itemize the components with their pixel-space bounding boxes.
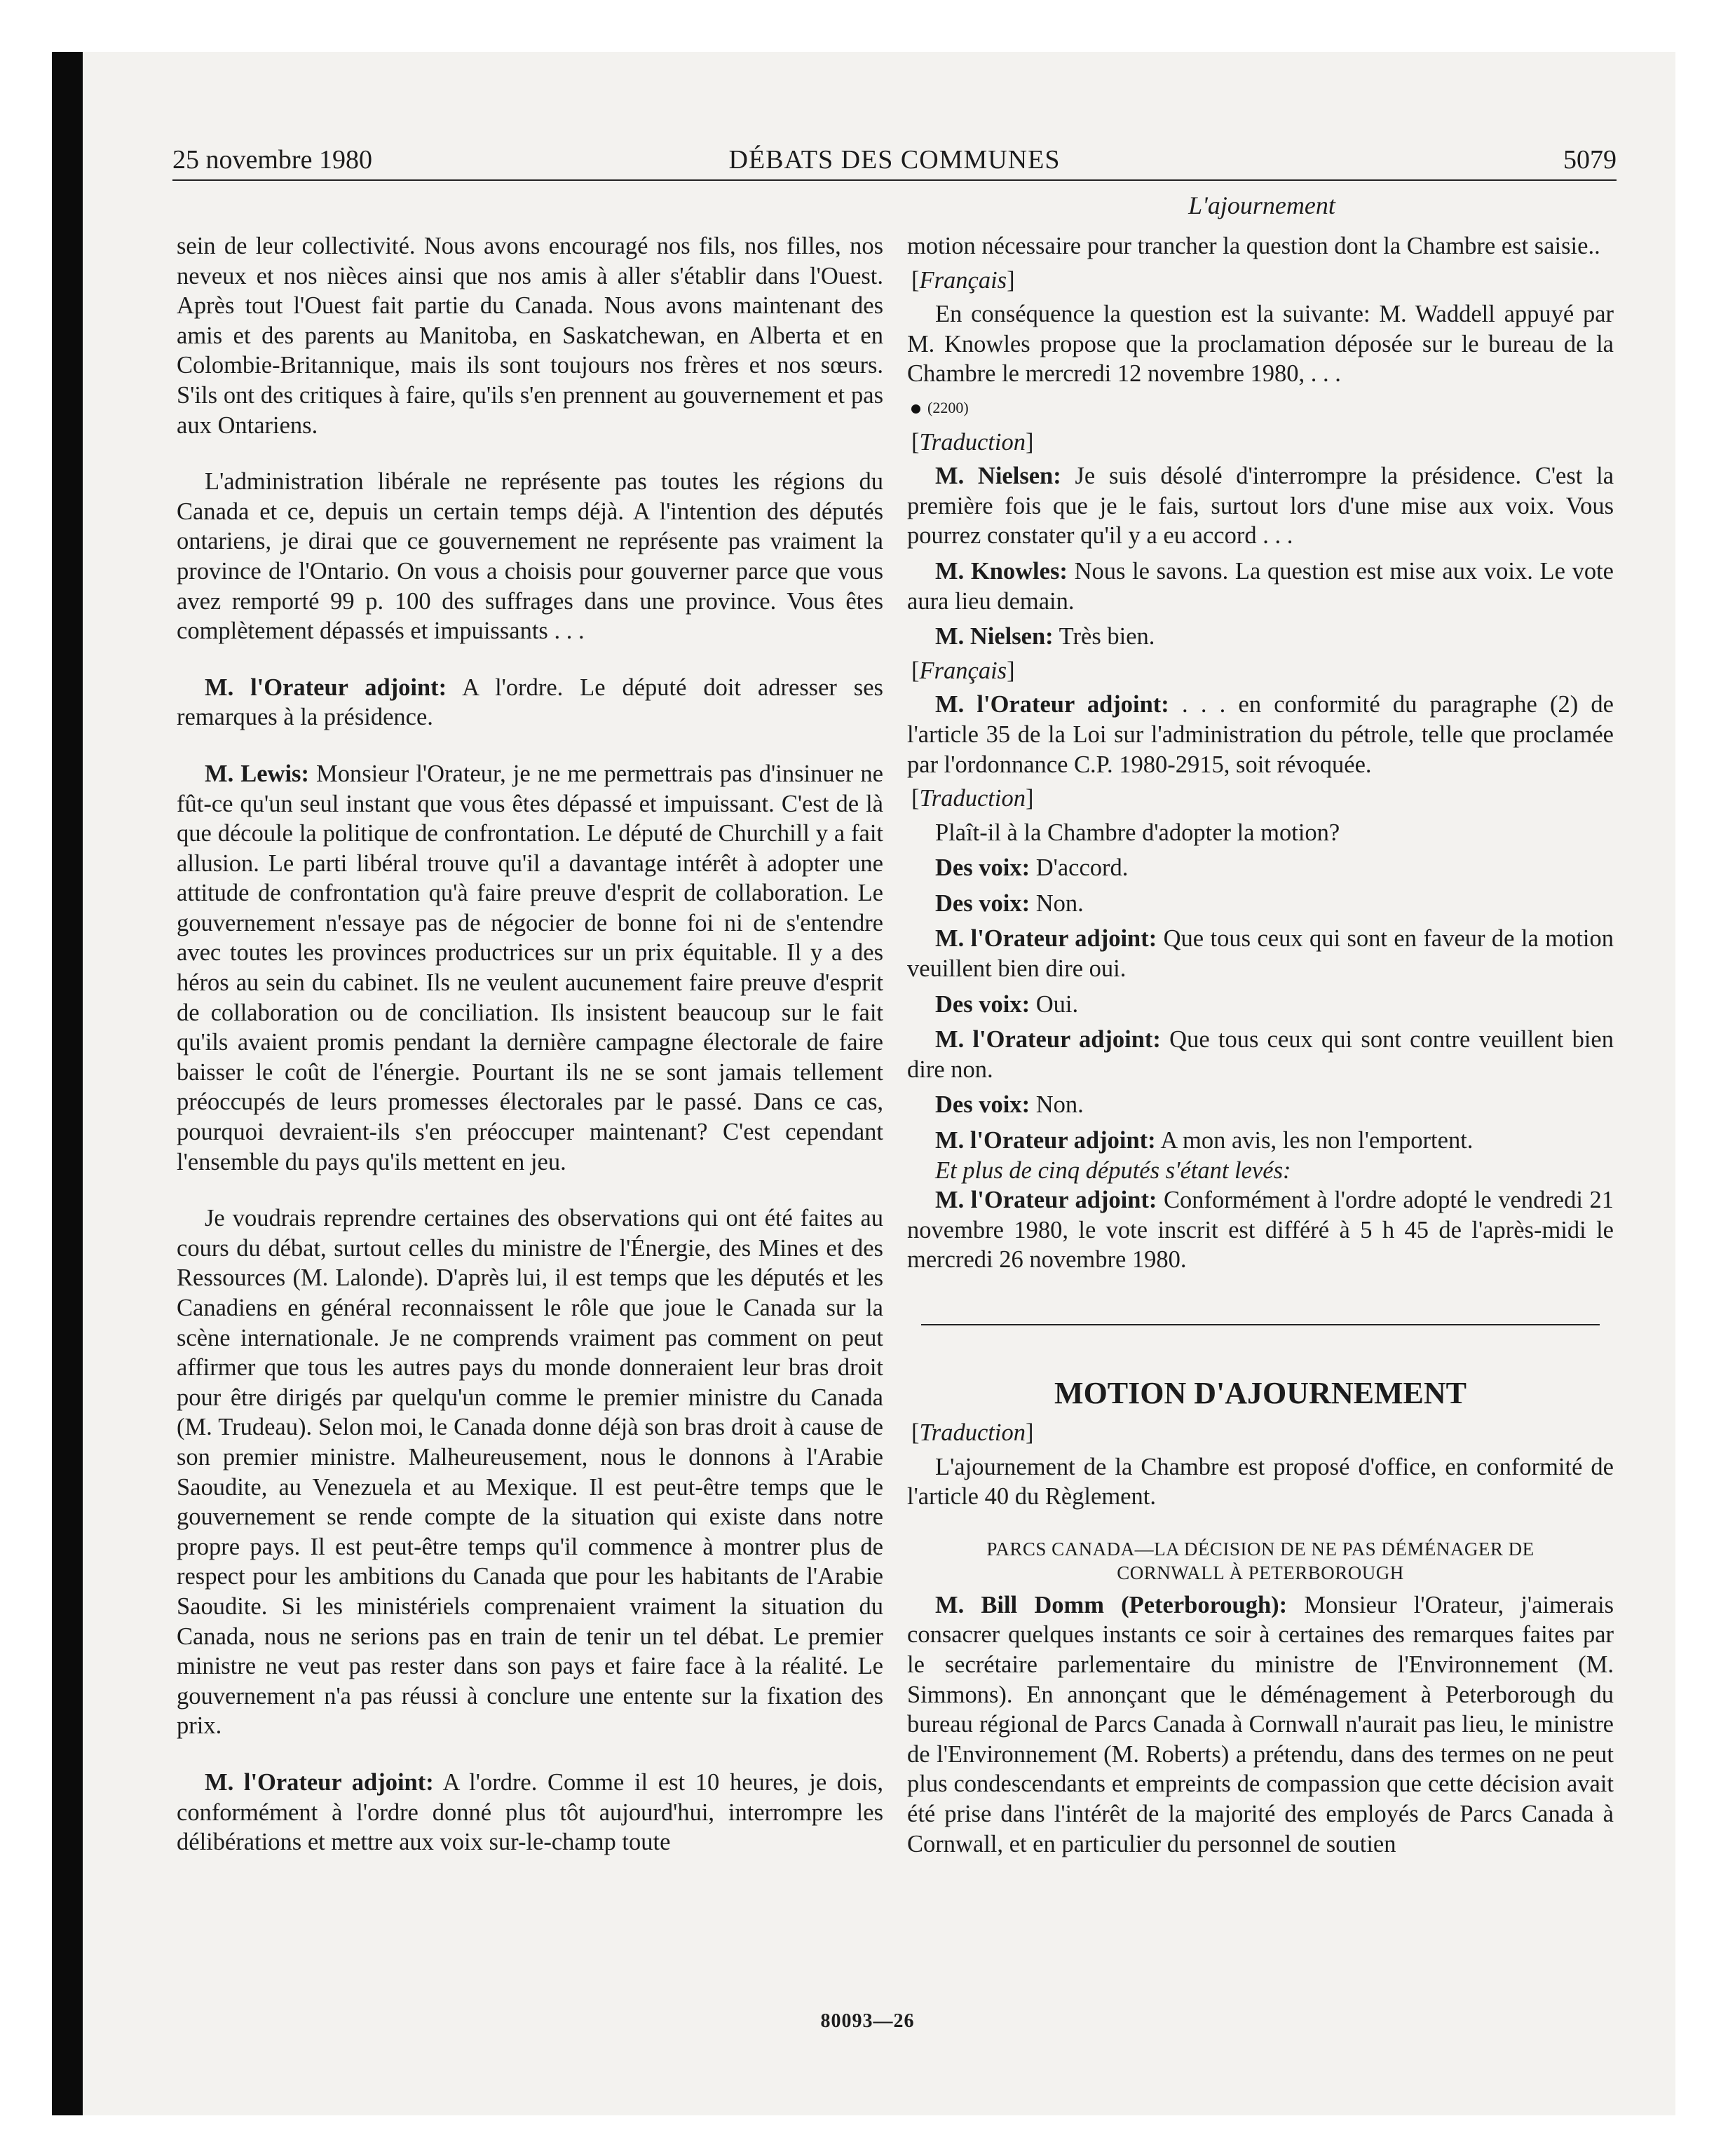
header-title: DÉBATS DES COMMUNES: [728, 145, 1061, 175]
speech-text: D'accord.: [1035, 854, 1129, 882]
page-number: 5079: [1563, 145, 1617, 175]
speaker: M. l'Orateur adjoint:: [935, 1127, 1156, 1154]
speech-text: Nous le savons. La question est mise aux voix. Le vote aura lieu demain.: [907, 557, 1614, 615]
speaker: M. Bill Domm (Peterborough):: [935, 1591, 1288, 1618]
speech-text: Très bien.: [1059, 623, 1155, 650]
header-date: 25 novembre 1980: [172, 145, 372, 175]
speech: [907, 924, 1614, 983]
speech-text: Que tous ceux qui sont en faveur de la motion veuillent bien dire oui.: [907, 925, 1614, 983]
speech: [907, 1590, 1614, 1859]
speech: [907, 1025, 1614, 1084]
speaker: M. l'Orateur adjoint:: [935, 691, 1169, 718]
right-column: [907, 231, 1614, 1859]
speaker: M. Nielsen:: [935, 623, 1054, 650]
speaker: M. Lewis:: [205, 760, 309, 787]
speaker: M. l'Orateur adjoint:: [205, 674, 447, 701]
speaker: M. Nielsen:: [935, 463, 1061, 490]
stage-direction: Et plus de cinq députés s'étant levés:: [935, 1157, 1291, 1184]
speech: [907, 1090, 1614, 1120]
section-divider: [921, 1324, 1600, 1325]
speech: [907, 690, 1614, 779]
speaker: Des voix:: [935, 889, 1030, 917]
speech: [177, 759, 883, 1177]
paragraph: motion nécessaire pour trancher la question dont la Chambre est saisie..: [907, 233, 1600, 259]
subheading: [907, 1537, 1614, 1585]
speaker: Des voix:: [935, 854, 1030, 882]
paragraph: En conséquence la question est la suivante: M. Waddell appuyé par M. Knowles propose que la proclamation déposée sur le bureau de la Chambre le mercredi 12 novembre 1980, . . .: [907, 301, 1614, 388]
language-tag: [Traduction]: [911, 785, 1034, 812]
binding-edge: [52, 52, 83, 2115]
page-header: [172, 137, 1617, 181]
subheading-line: CORNWALL À PETERBOROUGH: [1117, 1562, 1404, 1583]
speaker: Des voix:: [935, 990, 1030, 1018]
paragraph: L'administration libérale ne représente pas toutes les régions du Canada et ce, depuis un certain temps déjà. A l'intention des députés ontariens, je dirai que ce gouvernement ne représente pas vraiment la province de l'Ontario. On vous a choisis pour gouverner parce que vous avez remporté 99 p. 100 des suffrages dans une province. Vous êtes complètement dépassés et impuissants . . .: [177, 468, 883, 645]
speaker: M. l'Orateur adjoint:: [935, 1187, 1157, 1214]
speech-text: . . . en conformité du paragraphe (2) de l'article 35 de la Loi sur l'administration du pétrole, telle que proclamée par l'ordonnance C.P. 1980-2915, soit révoquée.: [907, 691, 1614, 778]
speaker: M. l'Orateur adjoint:: [935, 925, 1157, 953]
speaker: Des voix:: [935, 1091, 1030, 1119]
subheading-line: PARCS CANADA—LA DÉCISION DE NE PAS DÉMÉNAGER DE: [986, 1538, 1535, 1560]
speech: [907, 622, 1614, 652]
speech: [907, 557, 1614, 616]
footer-code: 80093—26: [820, 2010, 915, 2032]
speech-text: A l'ordre. Comme il est 10 heures, je dois, conformément à l'ordre donné plus tôt aujourd'hui, interrompre les délibérations et mettre aux voix sur-le-champ toute: [177, 1768, 883, 1856]
speech-text: A l'ordre. Le député doit adresser ses remarques à la présidence.: [177, 674, 883, 731]
speech-text: Non.: [1035, 1091, 1084, 1119]
speech-text: Que tous ceux qui sont contre veuillent bien dire non.: [907, 1026, 1614, 1083]
speech: [177, 673, 883, 732]
header-rule: [172, 179, 1617, 181]
speech: [177, 1768, 883, 1857]
left-column: [177, 231, 883, 1857]
paragraph: L'ajournement de la Chambre est proposé d'office, en conformité de l'article 40 du Règlement.: [907, 1453, 1614, 1510]
language-tag: [Traduction]: [911, 1419, 1034, 1446]
language-tag: [Français]: [911, 266, 1015, 294]
bullet-icon: [911, 404, 920, 414]
language-tag: [Traduction]: [911, 428, 1034, 456]
speech: [907, 990, 1614, 1020]
speech-text: Conformément à l'ordre adopté le vendredi 21 novembre 1980, le vote inscrit est différé à 5 h 45 de l'après-midi le mercredi 26 novembre 1980.: [907, 1187, 1614, 1274]
language-tag: [Français]: [911, 657, 1015, 684]
speech: [907, 1126, 1614, 1156]
paragraph: sein de leur collectivité. Nous avons encouragé nos fils, nos filles, nos neveux et nos nièces ainsi que nos amis à aller s'établir dans l'Ouest. Après tout l'Ouest fait partie du Canada. Nous avons maintenant des amis et des parents au Manitoba, en Saskatchewan, en Alberta et en Colombie-Britannique, mais ils sont toujours nos frères et nos sœurs. S'ils ont des critiques à faire, qu'ils s'en prennent au gouvernement et pas aux Ontariens.: [177, 233, 883, 439]
paragraph: Plaît-il à la Chambre d'adopter la motion?: [935, 819, 1340, 846]
speech-text: Monsieur l'Orateur, je ne me permettrais pas d'insinuer ne fût-ce qu'un seul instant que vous êtes dépassé et impuissant. C'est de là que découle la politique de confrontation. Le député de Churchill y a fait allusion. Le parti libéral trouve qu'il a davantage intérêt à adopter une attitude de confrontation qu'à faire preuve d'esprit de collaboration. Le gouvernement n'essaye pas de négocier de bonne foi ni de s'entendre avec toutes les provinces productrices sur un prix équitable. Il y a des héros au sein du cabinet. Ils ne veulent aucunement faire preuve d'esprit de collaboration ou de conciliation. Ils insistent beaucoup sur le fait qu'ils avaient promis pendant la dernière campagne électorale de faire baisser le coût de l'énergie. Pourtant ils ne se sont jamais tellement préoccupés de leurs promesses électorales par le passé. Dans ce cas, pourquoi devraient-ils s'en préoccuper maintenant? C'est cependant l'ensemble du pays qu'ils mettent en jeu.: [177, 760, 883, 1175]
time-marker: (2200): [911, 393, 1614, 423]
speech-text: Je suis désolé d'interrompre la présidence. C'est la première fois que je le fais, surtout lors d'une mise aux voix. Vous pourrez constater qu'il y a eu accord . . .: [907, 463, 1614, 550]
running-head: L'ajournement: [1188, 191, 1335, 219]
speech: [907, 461, 1614, 551]
speaker: M. Knowles:: [935, 557, 1068, 585]
speech-text: A mon avis, les non l'emportent.: [1160, 1127, 1474, 1154]
section-heading: MOTION D'AJOURNEMENT: [1054, 1376, 1467, 1410]
speech: [907, 853, 1614, 883]
speech-text: Monsieur l'Orateur, j'aimerais consacrer quelques instants ce soir à certaines des remarques faites par le secrétaire parlementaire du ministre de l'Environnement (M. Simmons). En annonçant que le déménagement à Peterborough du bureau régional de Parcs Canada à Cornwall n'aurait pas lieu, le ministre de l'Environnement (M. Roberts) a prétendu, dans des termes on ne peut plus condescendants et empreints de compassion que cette décision avait été prise dans l'intérêt de la majorité des employés de Parcs Canada à Cornwall, et en particulier du personnel de soutien: [907, 1591, 1614, 1857]
speech-text: Non.: [1035, 889, 1084, 917]
speech-text: Oui.: [1035, 990, 1079, 1018]
speech: [907, 889, 1614, 919]
speaker: M. l'Orateur adjoint:: [205, 1768, 434, 1796]
paragraph: Je voudrais reprendre certaines des observations qui ont été faites au cours du débat, surtout celles du ministre de l'Énergie, des Mines et des Ressources (M. Lalonde). D'après lui, il est temps que les députés et les Canadiens en général reconnaissent le rôle que joue le Canada sur la scène internationale. Je ne comprends vraiment pas comment on peut affirmer que tous les autres pays du monde donneraient leur bras droit pour être dirigés par quelqu'un comme le premier ministre du Canada (M. Trudeau). Selon moi, le Canada donne déjà son bras droit à cause de son premier ministre. Malheureusement, nous le donnons à l'Arabie Saoudite, au Venezuela et au Mexique. Il est peut-être temps que le gouvernement se rende compte de la situation qui existe dans notre propre pays. Il est peut-être temps qu'il commence à montrer plus de respect pour les ambitions du Canada que pour les habitants de l'Arabie Saoudite. Si les ministériels comprenaient vraiment la situation du Canada, nous ne serions pas en train de tenir un tel débat. Le premier ministre ne veut pas rester dans son pays et faire face à la réalité. Le gouvernement n'a pas réussi à conclure une entente sur la fixation des prix.: [177, 1205, 883, 1740]
speaker: M. l'Orateur adjoint:: [935, 1026, 1161, 1053]
speech: [907, 1185, 1614, 1275]
